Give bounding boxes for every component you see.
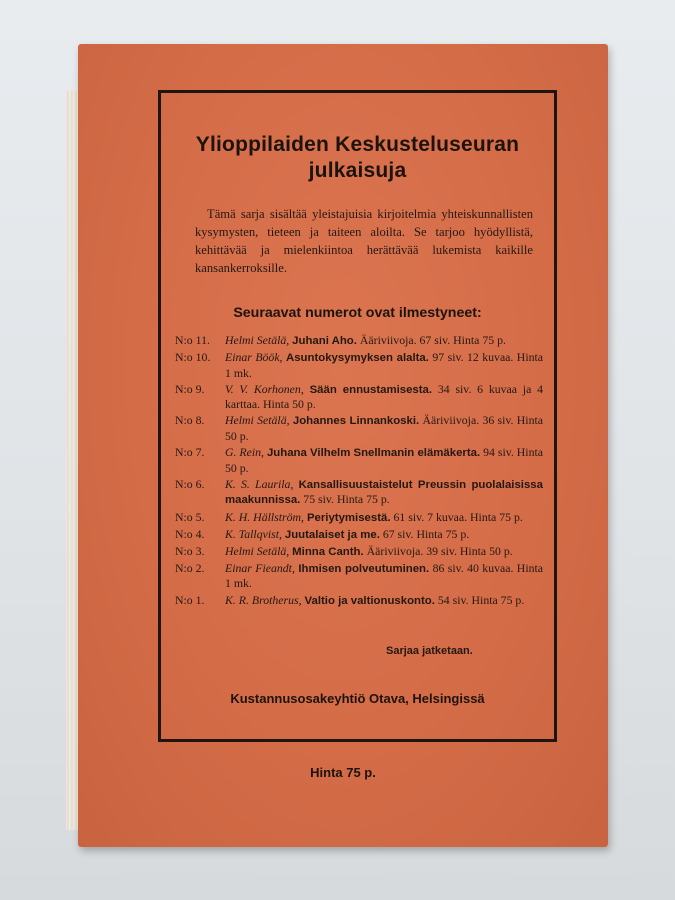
series-continuation-note: Sarjaa jatketaan.	[386, 645, 473, 657]
list-item	[175, 333, 543, 349]
list-heading: Seuraavat numerot ovat ilmestyneet:	[233, 305, 482, 321]
entry-details: 54 siv. Hinta 75 p.	[437, 592, 525, 607]
series-title-line1: Ylioppilaiden Keskusteluseuran	[195, 133, 520, 156]
publication-list	[175, 333, 543, 610]
list-item	[175, 593, 543, 609]
list-item	[175, 350, 543, 380]
cover-border-frame	[158, 90, 557, 742]
entry-author: Einar Böök,	[225, 350, 283, 365]
list-item	[175, 477, 543, 508]
entry-title: Johannes Linnankoski.	[292, 415, 420, 428]
list-item	[175, 445, 543, 475]
entry-number: N:o 8.	[175, 413, 205, 428]
entry-title: Valtio ja valtionuskonto.	[304, 594, 435, 607]
entry-number: N:o 10.	[175, 350, 211, 365]
list-item	[175, 510, 543, 526]
book-back-cover	[78, 44, 608, 847]
entry-number: N:o 11.	[175, 333, 210, 347]
entry-details: 94 siv. Hinta 50 p.	[225, 445, 543, 475]
entry-number: N:o 6.	[175, 476, 205, 491]
list-item	[175, 413, 543, 443]
list-item	[175, 382, 543, 412]
entry-author: G. Rein,	[225, 445, 264, 460]
entry-details: Ääriviivoja. 39 siv. Hinta 50 p.	[366, 543, 513, 558]
list-item	[175, 527, 543, 543]
entry-author: Einar Fieandt,	[225, 560, 295, 575]
entry-details: 97 siv. 12 kuvaa. Hinta 1 mk.	[225, 350, 544, 380]
entry-details: 34 siv. 6 kuvaa ja 4 karttaa. Hinta 50 p.	[225, 381, 544, 412]
entry-details: 86 siv. 40 kuvaa. Hinta 1 mk.	[225, 560, 544, 591]
list-item	[175, 544, 543, 560]
entry-number: N:o 2.	[175, 560, 205, 575]
entry-author: Helmi Setälä,	[225, 333, 290, 347]
entry-title: Kansallisuustaistelut Preussin puolalaisissa maakunnissa.	[225, 478, 543, 507]
entry-title: Sään ennustamisesta.	[309, 383, 433, 396]
entry-number: N:o 3.	[175, 543, 205, 558]
entry-title: Ihmisen polveutuminen.	[298, 562, 430, 575]
entry-title: Juhani Aho.	[292, 335, 357, 347]
entry-author: K. Tallqvist,	[225, 526, 282, 541]
cover-price: Hinta 75 p.	[310, 765, 376, 780]
entry-author: K. R. Brotherus,	[225, 592, 302, 607]
entry-details: 75 siv. Hinta 75 p.	[303, 492, 390, 507]
entry-details: Ääriviivoja. 67 siv. Hinta 75 p.	[359, 333, 506, 347]
entry-details: Ääriviivoja. 36 siv. Hinta 50 p.	[225, 413, 543, 444]
entry-author: V. V. Korhonen,	[225, 381, 304, 396]
series-title-line2: julkaisuja	[308, 159, 407, 182]
entry-title: Asuntokysymyksen alalta.	[285, 352, 429, 365]
list-item	[175, 561, 543, 591]
entry-title: Periytymisestä.	[306, 511, 391, 524]
entry-number: N:o 4.	[175, 526, 205, 541]
entry-number: N:o 9.	[175, 381, 205, 396]
entry-details: 67 siv. Hinta 75 p.	[382, 526, 470, 541]
entry-author: K. H. Hällström,	[225, 509, 304, 524]
entry-details: 61 siv. 7 kuvaa. Hinta 75 p.	[393, 509, 523, 524]
entry-number: N:o 7.	[175, 445, 205, 460]
entry-title: Juhana Vilhelm Snellmanin elämäkerta.	[266, 447, 481, 460]
entry-number: N:o 5.	[175, 509, 205, 524]
series-description: Tämä sarja sisältää yleistajuisia kirjoitelmia yhteiskunnallisten kysymysten, tieteen ja taiteen aloilta. Se tarjoo hyödyllistä, kehittävää ja mielenkiintoa herättävää lukemista kaikille kansankerroksille.	[195, 207, 533, 275]
entry-author: Helmi Setälä,	[225, 413, 290, 428]
entry-title: Juutalaiset ja me.	[284, 528, 380, 541]
entry-title: Minna Canth.	[292, 545, 364, 558]
publisher-imprint: Kustannusosakeyhtiö Otava, Helsingissä	[230, 691, 485, 706]
entry-author: Helmi Setälä,	[225, 543, 290, 558]
entry-number: N:o 1.	[175, 592, 205, 607]
entry-author: K. S. Laurila,	[225, 476, 294, 491]
